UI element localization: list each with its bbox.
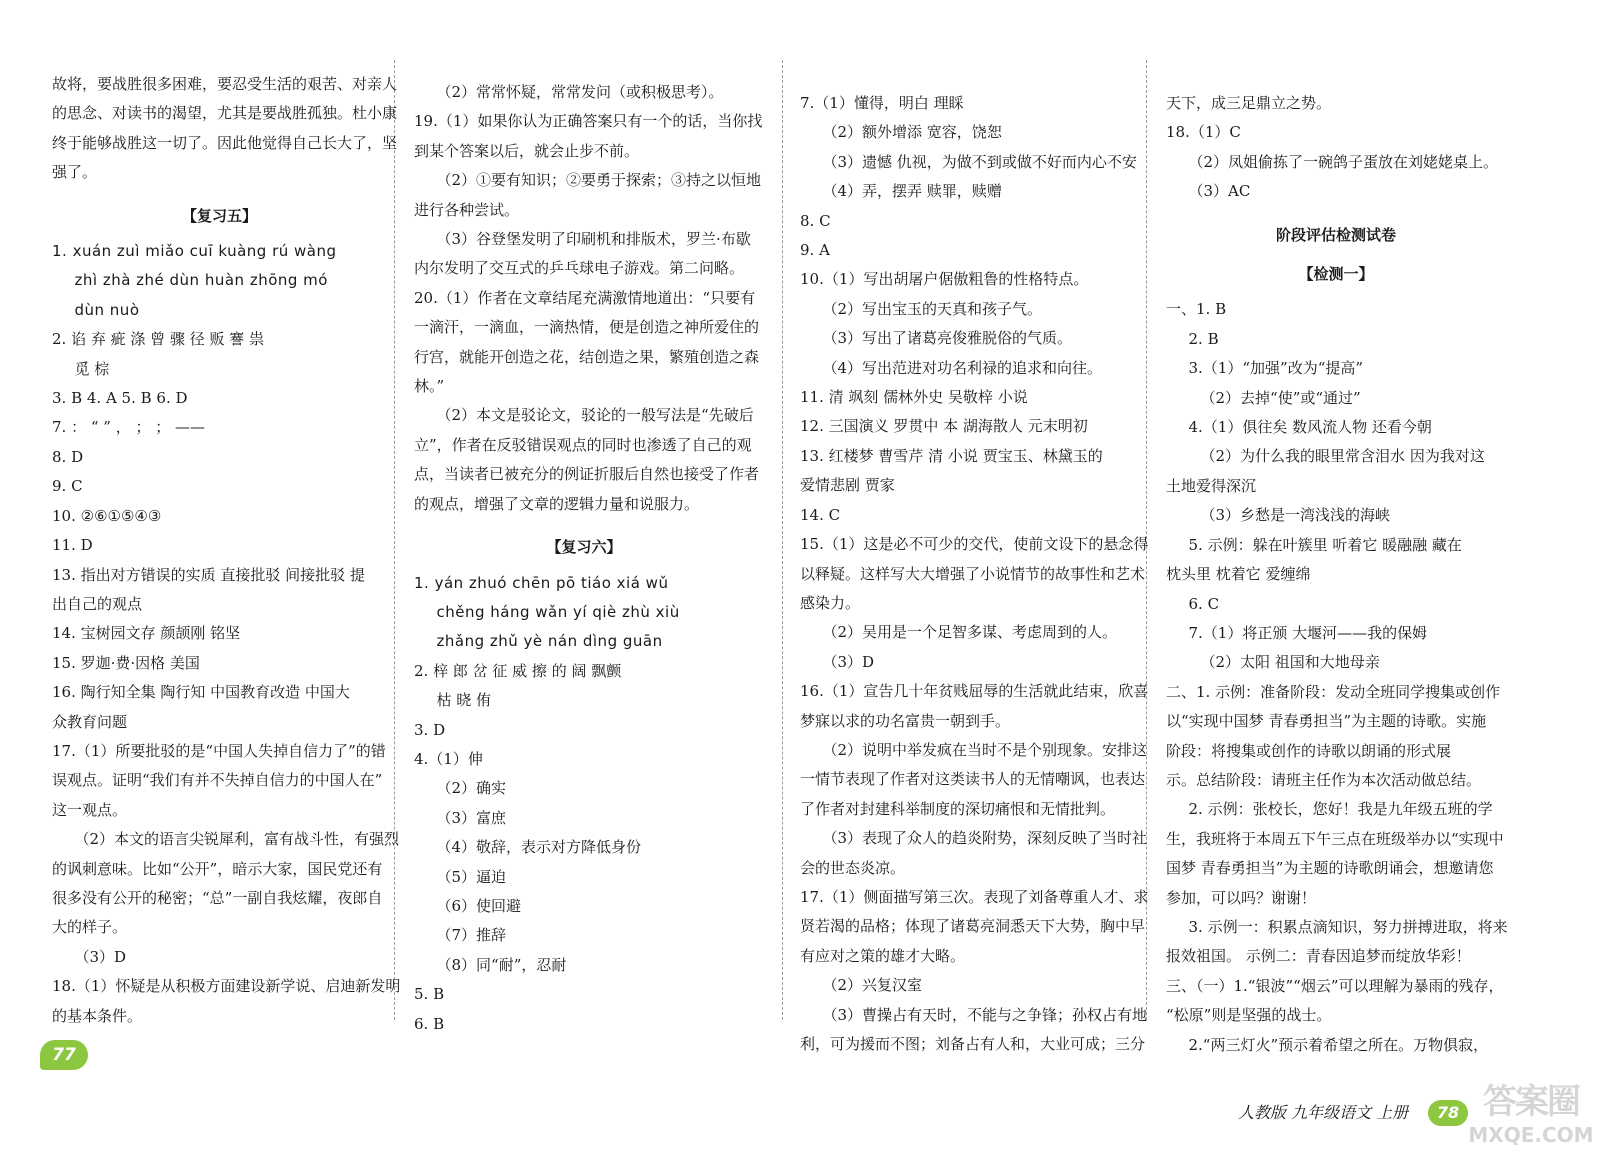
text-line: 9. C [52,477,83,496]
text-line: zhì zhà zhé dùn huàn zhōng mó [74,271,328,290]
text-line: （2）吴用是一个足智多谋、考虑周到的人。 [822,623,1118,642]
text-line: （4）弄，摆弄 赎罪，赎赠 [822,182,1002,201]
text-line: 2. 示例：张校长，您好！我是九年级五班的学 [1188,800,1493,819]
text-line: （2）写出宝玉的天真和孩子气。 [822,299,1043,318]
text-line: 2. 梓 郎 岔 征 威 擦 的 阔 飘颤 [414,661,622,680]
section-heading: 【复习六】 [546,538,622,557]
text-line: （2）确实 [436,779,507,798]
text-line: 爱情悲剧 贾家 [800,476,895,495]
text-line: 枯 晓 侑 [436,691,492,710]
text-line: （2）本文的语言尖锐犀利，富有战斗性，有强烈 [74,830,400,849]
text-line: dùn nuò [74,300,140,319]
text-line: 会的世态炎凉。 [800,858,906,877]
text-line: 进行各种尝试。 [414,200,520,219]
text-line: 以释疑。这样写大大增强了小说情节的故事性和艺术 [800,564,1146,583]
text-line: 一情节表现了作者对这类读书人的无情嘲讽，也表达 [800,770,1146,789]
text-line: 的观点，增强了文章的逻辑力量和说服力。 [414,494,700,513]
answer-column-4 [1166,89,1508,1054]
section-heading: 【复习五】 [181,206,257,225]
text-line: （2）兴复汉室 [822,976,923,995]
text-line: 出自己的观点 [52,594,143,613]
text-line: 12. 三国演义 罗贯中 本 湖海散人 元末明初 [800,417,1088,436]
text-line: 很多没有公开的秘密；“总”一副自我炫耀，夜郎自 [52,888,383,907]
text-line: （3）富庶 [436,808,507,827]
text-line: （5）逼迫 [436,867,507,886]
text-line: （2）凤姐偷拣了一碗鸽子蛋放在刘姥姥桌上。 [1188,152,1499,171]
text-line: 行宫，就能开创造之花，结创造之果，繁殖创造之森 [414,347,760,366]
text-line: 这一观点。 [52,800,128,819]
text-line: 二、1. 示例：准备阶段：发动全班同学搜集或创作 [1166,682,1501,701]
text-line: 3. 示例一：积累点滴知识，努力拼搏进取，将来 [1188,917,1508,936]
answer-column-2 [414,78,763,1036]
text-line: 5. B [414,985,445,1004]
column-divider [394,60,395,1020]
text-line: 8. D [52,447,84,466]
text-line: 4.（1）俱往矣 数风流人物 还看今朝 [1188,418,1432,437]
text-line: （2）常常怀疑，常常发问（或积极思考）。 [436,83,724,101]
text-line: 觅 棕 [74,359,110,378]
text-line: 17.（1）所要批驳的是“中国人失掉自信力了”的错 [52,741,386,760]
text-line: 的思念、对读书的渴望，尤其是要战胜孤独。杜小康 [52,104,398,123]
text-line: 9. A [800,241,830,260]
text-line: （8）同“耐”，忍耐 [436,955,567,974]
text-line: （2）本文是驳论文，驳论的一般写法是“先破后 [436,406,754,425]
text-line: （4）敬辞，表示对方降低身份 [436,838,642,857]
text-line: 林。” [414,377,445,396]
text-line: 10.（1）写出胡屠户倨傲粗鲁的性格特点。 [800,270,1089,289]
text-line: （2）为什么我的眼里常含泪水 因为我对这 [1200,447,1485,466]
watermark-logo [1468,1082,1594,1152]
text-line: 6. B [414,1014,445,1033]
text-line: 15.（1）这是必不可少的交代，使前文设下的悬念得 [800,535,1149,554]
book-info: 人教版 九年级语文 上册 [1238,1103,1409,1122]
text-line: 13. 指出对方错误的实质 直接批驳 间接批驳 提 [52,565,365,584]
text-line: 一、1. B [1166,300,1227,319]
section-heading: 【检测一】 [1298,265,1374,284]
text-line: 20.（1）作者在文章结尾充满激情地道出：“只要有 [414,288,756,307]
text-line: 3. D [414,720,446,739]
text-line: （3）谷登堡发明了印刷机和排版术，罗兰·布歇 [436,230,751,249]
text-line: 故将，要战胜很多困难，要忍受生活的艰苦、对亲人 [52,75,398,93]
text-line: （7）推辞 [436,926,507,945]
text-line: 3.（1）“加强”改为“提高” [1188,359,1364,378]
text-line: 一滴汗，一滴血，一滴热情，便是创造之神所爱住的 [414,318,760,337]
text-line: （3）D [74,947,127,966]
text-line: 以“实现中国梦 青春勇担当”为主题的诗歌。实施 [1166,712,1487,731]
text-line: 立”，作者在反驳错误观点的同时也渗透了自己的观 [414,435,752,454]
text-line: 11. D [52,536,93,555]
text-line: 天下，成三足鼎立之势。 [1166,94,1332,112]
text-line: （6）使回避 [436,896,522,915]
text-line: 18.（1）C [1166,123,1241,142]
text-line: 19.（1）如果你认为正确答案只有一个的话，当你找 [414,112,763,131]
watermark-cn: 答案圈 [1483,1082,1579,1122]
text-line: 示。总结阶段：请班主任作为本次活动做总结。 [1166,770,1482,789]
text-line: 报效祖国。 示例二：青春因追梦而绽放华彩！ [1166,947,1471,966]
text-line: 10. ②⑥①⑤④③ [52,506,162,525]
text-line: 1. yán zhuó chēn pō tiáo xiá wǔ [414,573,669,592]
text-line: （3）表现了众人的趋炎附势，深刻反映了当时社 [822,829,1148,848]
text-line: 的基本条件。 [52,1006,143,1025]
text-line: 到某个答案以后，就会止步不前。 [414,141,640,160]
column-divider [782,60,783,1020]
text-line: （3）乡愁是一湾浅浅的海峡 [1200,506,1391,525]
text-line: 枕头里 枕着它 爱缠绵 [1166,565,1311,584]
text-line: 15. 罗迦·费·因格 美国 [52,653,200,672]
text-line: 终于能够战胜这一切了。因此他觉得自己长大了，坚 [52,133,398,152]
text-line: 三、（一）1.“银波”“烟云”可以理解为暴雨的残存， [1166,976,1504,995]
text-line: 16. 陶行知全集 陶行知 中国教育改造 中国大 [52,683,350,702]
text-line: 14. C [800,505,841,524]
text-line: 16.（1）宣告几十年贫贱屈辱的生活就此结束，欣喜 [800,682,1149,701]
text-line: （3）D [822,652,875,671]
text-line: 2. B [1188,329,1219,348]
page-number-left: 77 [40,1040,88,1070]
text-line: 生，我班将于本周五下午三点在班级举办以“实现中 [1166,829,1504,848]
text-line: （2）去掉“使”或“通过” [1200,388,1361,407]
text-line: 14. 宝树园文存 颜颉刚 铭坚 [52,624,241,643]
text-line: （3）遗憾 仇视，为做不到或做不好而内心不安 [822,152,1137,171]
watermark-en: MXQE.COM [1468,1123,1594,1147]
text-line: 6. C [1188,594,1220,613]
text-line: 参加，可以吗？谢谢！ [1166,888,1317,907]
text-line: 土地爱得深沉 [1166,476,1257,495]
text-line: 4.（1）伸 [414,749,483,768]
text-line: 强了。 [52,163,98,182]
section-title: 阶段评估检测试卷 [1275,225,1396,244]
text-line: （2）额外增添 宽容，饶恕 [822,123,1002,142]
text-line: 18.（1）怀疑是从积极方面建设新学说、启迪新发明 [52,977,401,996]
page-number-right: 78 [1428,1100,1468,1126]
text-line: 5. 示例：躲在叶簇里 听着它 暖融融 藏在 [1188,535,1462,554]
text-line: 的讽刺意味。比如“公开”，暗示大家，国民党还有 [52,859,383,878]
text-line: 7. ： “ ” ， ； ； —— [52,418,206,437]
text-line: （2）说明中举发疯在当时不是个别现象。安排这 [822,740,1148,759]
text-line: 8. C [800,211,831,230]
text-line: 11. 清 飒刻 儒林外史 吴敬梓 小说 [800,388,1028,407]
text-line: 点，当读者已被充分的例证折服后自然也接受了作者 [414,465,760,484]
text-line: 梦寐以求的功名富贵一朝到手。 [800,711,1011,730]
text-line: 了作者对封建科举制度的深切痛恨和无情批判。 [800,799,1116,818]
text-line: 13. 红楼梦 曹雪芹 清 小说 贾宝玉、林黛玉的 [800,446,1103,465]
text-line: 阶段：将搜集或创作的诗歌以朗诵的形式展 [1166,741,1452,760]
text-line: （3）写出了诸葛亮俊雅脱俗的气质。 [822,329,1073,348]
text-line: 内尔发明了交互式的乒乓球电子游戏。第二问略。 [414,259,745,278]
text-line: 利，可为援而不图；刘备占有人和，大业可成；三分 [800,1035,1146,1053]
text-line: 感染力。 [800,593,861,612]
text-line: 17.（1）侧面描写第三次。表现了刘备尊重人才、求 [800,887,1149,906]
text-line: “松原”则是坚强的战士。 [1166,1006,1332,1025]
text-line: （3）曹操占有天时，不能与之争锋；孙权占有地 [822,1005,1148,1024]
text-line: 误观点。证明“我们有并不失掉自信力的中国人在” [52,771,383,790]
text-line: 贤若渴的品格；体现了诸葛亮洞悉天下大势，胸中早 [800,917,1146,936]
text-line: 7.（1）将正颁 大堰河——我的保姆 [1188,623,1428,642]
text-line: 3. B 4. A 5. B 6. D [52,389,188,408]
text-line: 众教育问题 [52,712,128,731]
text-line: （4）写出范进对功名利禄的追求和向往。 [822,358,1103,377]
text-line: 大的样子。 [52,918,128,937]
text-line: chěng háng wǎn yí qiè zhù xiù [436,602,680,621]
text-line: 7.（1）懂得，明白 理睬 [800,94,964,112]
answer-column-1 [52,70,401,1036]
answer-column-3 [800,89,1149,1053]
text-line: （2）①要有知识；②要勇于探索；③持之以恒地 [436,171,762,190]
text-line: 1. xuán zuì miǎo cuī kuàng rú wàng [52,242,337,261]
text-line: （2）太阳 祖国和大地母亲 [1200,653,1380,672]
text-line: 2. 谄 弃 疵 涤 曾 骤 径 贩 謇 祟 [52,330,264,349]
text-line: 国梦 青春勇担当”为主题的诗歌朗诵会，想邀请您 [1166,859,1494,878]
text-line: 2.“两三灯火”预示着希望之所在。万物俱寂， [1188,1035,1489,1054]
text-line: 有应对之策的雄才大略。 [800,946,966,965]
text-line: zhǎng zhǔ yè nán dìng guān [436,632,663,651]
text-line: （3）AC [1188,182,1251,201]
